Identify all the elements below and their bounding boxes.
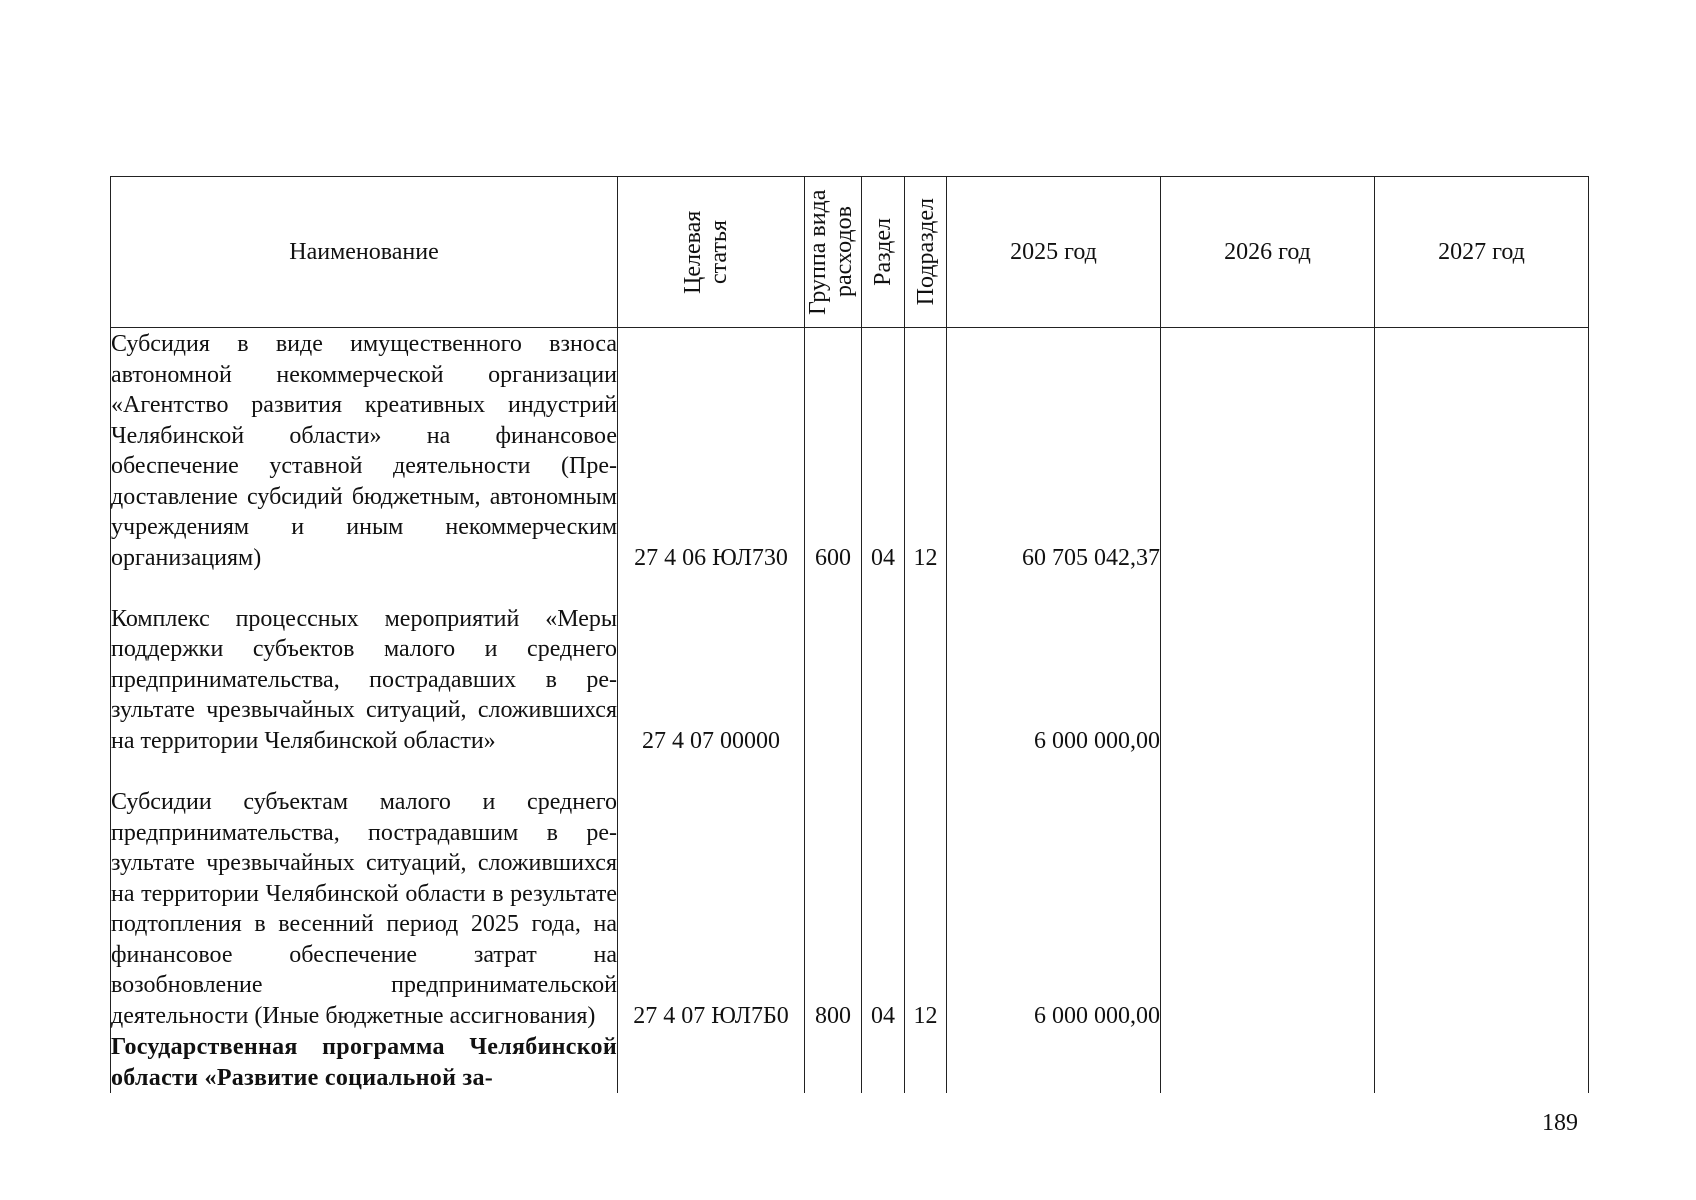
- row-year-2026: [1161, 1031, 1375, 1093]
- table-row: [111, 328, 1589, 574]
- row-year-2027: [1375, 573, 1589, 756]
- row-target-article: 27 4 06 ЮЛ730: [618, 328, 805, 574]
- row-expense-group: [805, 573, 862, 756]
- row-year-2026: [1161, 328, 1375, 574]
- header-target-article-label: Целевая статья: [680, 210, 732, 294]
- table-row: [111, 573, 1589, 756]
- header-expense-group: [805, 177, 862, 328]
- row-year-2025: 60 705 042,37: [947, 328, 1161, 574]
- budget-table: [110, 176, 1589, 1093]
- row-expense-group: 600: [805, 328, 862, 574]
- row-subsection: 12: [905, 756, 947, 1031]
- row-target-article: 27 4 07 00000: [618, 573, 805, 756]
- row-subsection: 12: [905, 328, 947, 574]
- row-year-2025: [947, 1031, 1161, 1093]
- header-year-2026: 2026 год: [1161, 177, 1375, 328]
- row-year-2027: [1375, 756, 1589, 1031]
- row-subsection: [905, 1031, 947, 1093]
- header-section: [862, 177, 905, 328]
- row-name: Государственная программа Челябинской области «Развитие социальной за-: [111, 1031, 618, 1093]
- row-name: Субсидия в виде имущественного взноса автономной некоммерческой организации «Агентство развития креативных индустрий Челябинской области» на финансовое обеспечение уставной деятельности (Предоставление субсидий бюджетным, автономным учреждениям и иным некоммерческим организациям): [111, 328, 618, 574]
- row-name: Субсидии субъектам малого и среднего предпринимательства, пострадавшим в результате чрезвычайных ситуаций, сложившихся на территории Челябинской области в результате подтопления в весенний период 2025 года, на финансовое обеспечение затрат на возобновление предпринимательской деятельности (Иные бюджетные ассигнования): [111, 756, 618, 1031]
- row-year-2025: 6 000 000,00: [947, 756, 1161, 1031]
- row-year-2025: 6 000 000,00: [947, 573, 1161, 756]
- table-row: [111, 756, 1589, 1031]
- row-expense-group: 800: [805, 756, 862, 1031]
- row-name: Комплекс процессных мероприятий «Меры поддержки субъектов малого и среднего предпринимательства, пострадавших в результате чрезвычайных ситуаций, сложившихся на территории Челябинской области»: [111, 573, 618, 756]
- row-year-2026: [1161, 756, 1375, 1031]
- row-target-article: 27 4 07 ЮЛ7Б0: [618, 756, 805, 1031]
- row-year-2027: [1375, 1031, 1589, 1093]
- row-section: 04: [862, 756, 905, 1031]
- header-section-label: Раздел: [870, 218, 896, 286]
- row-section: 04: [862, 328, 905, 574]
- row-section: [862, 1031, 905, 1093]
- page-number: 189: [1542, 1110, 1578, 1136]
- header-target-article: [618, 177, 805, 328]
- header-subsection: [905, 177, 947, 328]
- header-year-2027: 2027 год: [1375, 177, 1589, 328]
- row-expense-group: [805, 1031, 862, 1093]
- row-section: [862, 573, 905, 756]
- row-year-2026: [1161, 573, 1375, 756]
- header-subsection-label: Подраздел: [912, 198, 939, 306]
- row-subsection: [905, 573, 947, 756]
- table-row: [111, 1031, 1589, 1093]
- row-target-article: [618, 1031, 805, 1093]
- header-name: Наименование: [111, 177, 618, 328]
- row-year-2027: [1375, 328, 1589, 574]
- table-header-row: [111, 177, 1589, 328]
- header-expense-group-label: Группа вида расходов: [805, 189, 857, 315]
- header-year-2025: 2025 год: [947, 177, 1161, 328]
